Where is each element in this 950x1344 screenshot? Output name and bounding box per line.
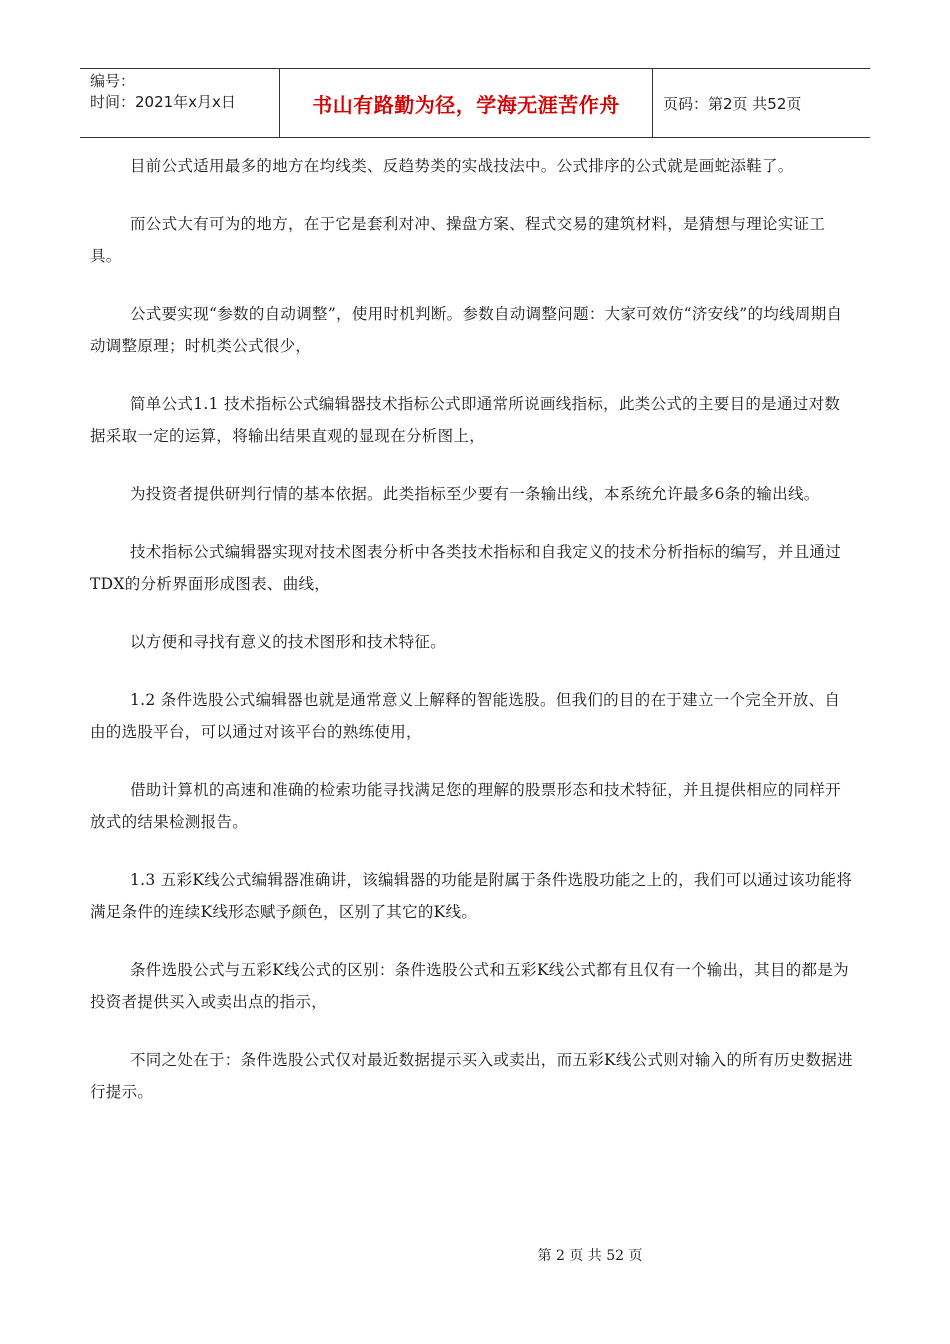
- paragraph: 借助计算机的高速和准确的检索功能寻找满足您的理解的股票形态和技术特征，并且提供相应的同样开放式的结果检测报告。: [90, 781, 842, 831]
- paragraph: 为投资者提供研判行情的基本依据。此类指标至少要有一条输出线，本系统允许最多6条的输出线。: [130, 485, 820, 503]
- page-header: [80, 68, 870, 138]
- paragraph: 不同之处在于：条件选股公式仅对最近数据提示买入或卖出，而五彩K线公式则对输入的所有历史数据进行提示。: [90, 1051, 853, 1101]
- header-page-code: 页码：第2页 共52页: [663, 94, 802, 113]
- paragraph: 公式要实现“参数的自动调整”，使用时机判断。参数自动调整问题：大家可效仿“济安线”的均线周期自动调整原理；时机类公式很少，: [90, 305, 843, 355]
- paragraph: 条件选股公式与五彩K线公式的区别：条件选股公式和五彩K线公式都有且仅有一个输出，其目的都是为投资者提供买入或卖出点的指示，: [90, 961, 849, 1011]
- paragraph: 1.3 五彩K线公式编辑器准确讲，该编辑器的功能是附属于条件选股功能之上的，我们可以通过该功能将满足条件的连续K线形态赋予颜色，区别了其它的K线。: [90, 871, 853, 921]
- document-time-label: 时间：2021年x月x日: [90, 93, 236, 111]
- page-footer: 第 2 页 共 52 页: [537, 1248, 643, 1264]
- paragraph: 目前公式适用最多的地方在均线类、反趋势类的实战技法中。公式排序的公式就是画蛇添鞋了。: [130, 157, 794, 175]
- paragraph: 而公式大有可为的地方，在于它是套利对冲、操盘方案、程式交易的建筑材料，是猜想与理论实证工具。: [90, 215, 826, 265]
- document-number-label: 编号：: [90, 72, 136, 90]
- header-meta: [80, 69, 280, 137]
- header-motto: 书山有路勤为径，学海无涯苦作舟: [280, 69, 653, 137]
- document-body: [90, 150, 855, 1134]
- paragraph: 以方便和寻找有意义的技术图形和技术特征。: [130, 633, 447, 651]
- paragraph: 1.2 条件选股公式编辑器也就是通常意义上解释的智能选股。但我们的目的在于建立一个完全开放、自由的选股平台，可以通过对该平台的熟练使用，: [90, 691, 841, 741]
- paragraph: 简单公式1.1 技术指标公式编辑器技术指标公式即通常所说画线指标，此类公式的主要目的是通过对数据采取一定的运算，将输出结果直观的显现在分析图上，: [90, 395, 841, 445]
- paragraph: 技术指标公式编辑器实现对技术图表分析中各类技术指标和自我定义的技术分析指标的编写，并且通过 TDX的分析界面形成图表、曲线，: [90, 543, 842, 593]
